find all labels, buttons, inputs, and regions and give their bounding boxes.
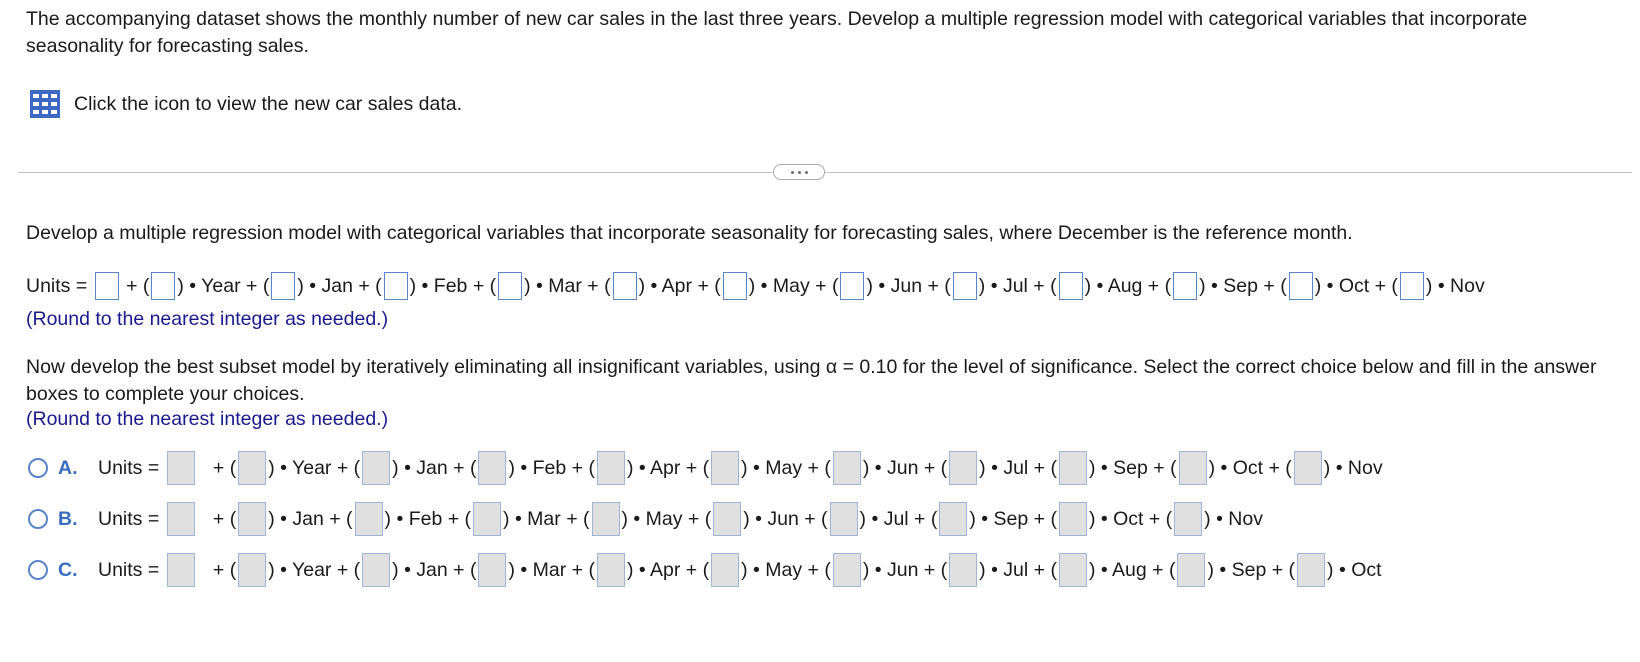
choice-c-coef-mar-input[interactable] [478,553,506,587]
term-sep: ) • Sep [1207,558,1267,581]
operator: + ( [1142,274,1172,297]
operator: + ( [1266,558,1296,581]
operator: + ( [680,558,710,581]
term-jul: ) • Jul [859,507,909,530]
operator: + ( [1028,558,1057,581]
operator: + ( [467,274,497,297]
operator: + ( [1263,456,1292,479]
question-2-text: Now develop the best subset model by iteratively eliminating all insignificant variables, using α = 0.10 for the level of significance. Select the correct choice below and fill in the answer boxes to complete your choices. [26,356,1597,405]
operator: + ( [352,274,382,297]
choice-c-coef-aug-input[interactable] [1059,553,1087,587]
choice-b-coef-oct-input[interactable] [1059,502,1087,536]
choice-a-coef-feb-input[interactable] [478,451,506,485]
term-sep: ) • Sep [1199,274,1258,297]
eq1-coef-oct-input[interactable] [1289,272,1313,300]
operator: + ( [809,274,839,297]
term-may: ) • May [741,456,803,479]
equation-prefix: Units = [98,507,165,530]
operator: + ( [1147,456,1177,479]
operator: + ( [442,507,472,530]
choice-a-coef-year-input[interactable] [238,451,266,485]
term-mar: ) • Mar [524,274,582,297]
term-jan: ) • Jan [392,456,448,479]
term-feb: ) • Feb [508,456,567,479]
choice-a-coef-sep-input[interactable] [1059,451,1087,485]
choice-a-coef-oct-input[interactable] [1179,451,1207,485]
choice-b-coef-mar-input[interactable] [473,502,501,536]
operator: + ( [323,507,353,530]
operator: + ( [447,558,477,581]
term-may: ) • May [741,558,803,581]
choice-c-coef-year-input[interactable] [238,553,266,587]
rounding-note-2: (Round to the nearest integer as needed.) [26,408,389,430]
term-nov: ) • Nov [1204,507,1263,530]
choice-c-coef-may-input[interactable] [711,553,739,587]
term-apr: ) • Apr [638,274,693,297]
choice-c-intercept-input[interactable] [167,553,195,587]
choice-c-coef-jul-input[interactable] [949,553,977,587]
choice-b-coef-nov-input[interactable] [1174,502,1202,536]
choice-b-coef-feb-input[interactable] [355,502,383,536]
term-jun: ) • Jun [743,507,799,530]
choice-a[interactable] [28,451,1383,485]
choice-c-coef-jan-input[interactable] [362,553,390,587]
term-may: ) • May [621,507,683,530]
term-feb: ) • Feb [409,274,468,297]
choice-a-coef-may-input[interactable] [711,451,739,485]
operator: + ( [922,274,951,297]
operator: + ( [196,507,237,530]
rounding-note-1: (Round to the nearest integer as needed.) [26,308,389,330]
term-oct: ) • Oct [1327,558,1382,581]
term-jul: ) • Jul [979,456,1029,479]
eq1-coef-year-input[interactable] [151,272,175,300]
eq1-coef-jun-input[interactable] [840,272,864,300]
operator: + ( [120,274,150,297]
term-year: ) • Year [268,558,332,581]
operator: + ( [918,558,948,581]
radio-button[interactable] [28,560,48,580]
eq1-coef-aug-input[interactable] [1059,272,1083,300]
choice-a-intercept-input[interactable] [167,451,195,485]
equation-prefix: Units = [26,274,93,297]
equation-prefix: Units = [98,558,165,581]
choice-b-intercept-input[interactable] [167,502,195,536]
operator: + ( [682,507,712,530]
term-aug: ) • Aug [1088,558,1147,581]
operator: + ( [447,456,477,479]
term-nov: ) • Nov [1425,274,1485,297]
choice-c[interactable] [28,553,1382,587]
more-dots-icon [791,171,794,174]
term-oct: ) • Oct [1314,274,1370,297]
operator: + ( [566,558,595,581]
problem-intro: The accompanying dataset shows the monthly number of new car sales in the last three years. Develop a multiple regression model with categorical variables that incorporate seasonality for forecasting sales. [26,8,1528,57]
choice-a-coef-jun-input[interactable] [833,451,861,485]
operator: + ( [908,507,938,530]
data-link[interactable] [30,90,462,118]
radio-button[interactable] [28,509,48,529]
operator: + ( [680,456,710,479]
choice-b-coef-jul-input[interactable] [830,502,858,536]
term-jun: ) • Jun [866,274,923,297]
choice-letter: A. [58,456,78,479]
choice-c-coef-oct-input[interactable] [1297,553,1325,587]
eq1-coef-may-input[interactable] [723,272,747,300]
term-apr: ) • Apr [626,558,681,581]
operator: + ( [331,558,361,581]
choice-c-coef-apr-input[interactable] [597,553,625,587]
term-year: ) • Year [268,456,332,479]
choice-a-coef-jan-input[interactable] [362,451,390,485]
operator: + ( [581,274,611,297]
term-mar: ) • Mar [508,558,567,581]
operator: + ( [692,274,721,297]
eq1-coef-jan-input[interactable] [271,272,295,300]
choice-c-coef-sep-input[interactable] [1177,553,1205,587]
operator: + ( [918,456,948,479]
choice-b-coef-may-input[interactable] [592,502,620,536]
eq1-coef-sep-input[interactable] [1173,272,1197,300]
eq1-coef-mar-input[interactable] [498,272,522,300]
term-year: ) • Year [177,274,241,297]
operator: + ( [1257,274,1287,297]
term-sep: ) • Sep [969,507,1029,530]
term-mar: ) • Mar [503,507,561,530]
term-sep: ) • Sep [1088,456,1148,479]
choice-letter: C. [58,558,78,581]
term-jan: ) • Jan [392,558,448,581]
term-apr: ) • Apr [626,456,681,479]
section-divider [18,172,1632,173]
term-jul: ) • Jul [978,274,1028,297]
term-jun: ) • Jun [862,456,919,479]
choice-a-coef-nov-input[interactable] [1294,451,1322,485]
operator: + ( [798,507,828,530]
radio-button[interactable] [28,458,48,478]
operator: + ( [560,507,590,530]
term-aug: ) • Aug [1084,274,1143,297]
term-oct: ) • Oct [1088,507,1144,530]
operator: + ( [1028,507,1057,530]
eq1-intercept-input[interactable] [95,272,119,300]
operator: + ( [1027,274,1057,297]
term-jan: ) • Jan [268,507,324,530]
choice-c-coef-jun-input[interactable] [833,553,861,587]
term-feb: ) • Feb [384,507,443,530]
choice-b-coef-sep-input[interactable] [939,502,967,536]
table-grid-icon[interactable] [30,90,60,118]
operator: + ( [802,558,831,581]
choice-letter: B. [58,507,78,530]
equation-prefix: Units = [98,456,165,479]
term-jun: ) • Jun [862,558,919,581]
operator: + ( [331,456,361,479]
choice-b-coef-jun-input[interactable] [713,502,741,536]
eq1-coef-nov-input[interactable] [1400,272,1424,300]
data-link-label[interactable]: Click the icon to view the new car sales data. [74,92,463,115]
operator: + ( [1143,507,1173,530]
expand-button[interactable] [773,164,825,180]
eq1-coef-apr-input[interactable] [613,272,637,300]
operator: + ( [566,456,595,479]
operator: + ( [1028,456,1057,479]
term-may: ) • May [748,274,810,297]
question-1-text: Develop a multiple regression model with categorical variables that incorporate seasonality for forecasting sales, where December is the reference month. [26,222,1353,244]
operator: + ( [240,274,270,297]
choice-a-coef-jul-input[interactable] [949,451,977,485]
choice-b-coef-jan-input[interactable] [238,502,266,536]
operator: + ( [1146,558,1176,581]
term-nov: ) • Nov [1323,456,1383,479]
choice-a-coef-apr-input[interactable] [597,451,625,485]
eq1-coef-feb-input[interactable] [384,272,408,300]
regression-equation-full [26,272,1485,300]
operator: + ( [802,456,831,479]
eq1-coef-jul-input[interactable] [953,272,977,300]
term-jan: ) • Jan [297,274,353,297]
term-oct: ) • Oct [1208,456,1264,479]
operator: + ( [196,456,237,479]
operator: + ( [1369,274,1398,297]
choice-b[interactable] [28,502,1263,536]
term-jul: ) • Jul [979,558,1029,581]
operator: + ( [196,558,237,581]
